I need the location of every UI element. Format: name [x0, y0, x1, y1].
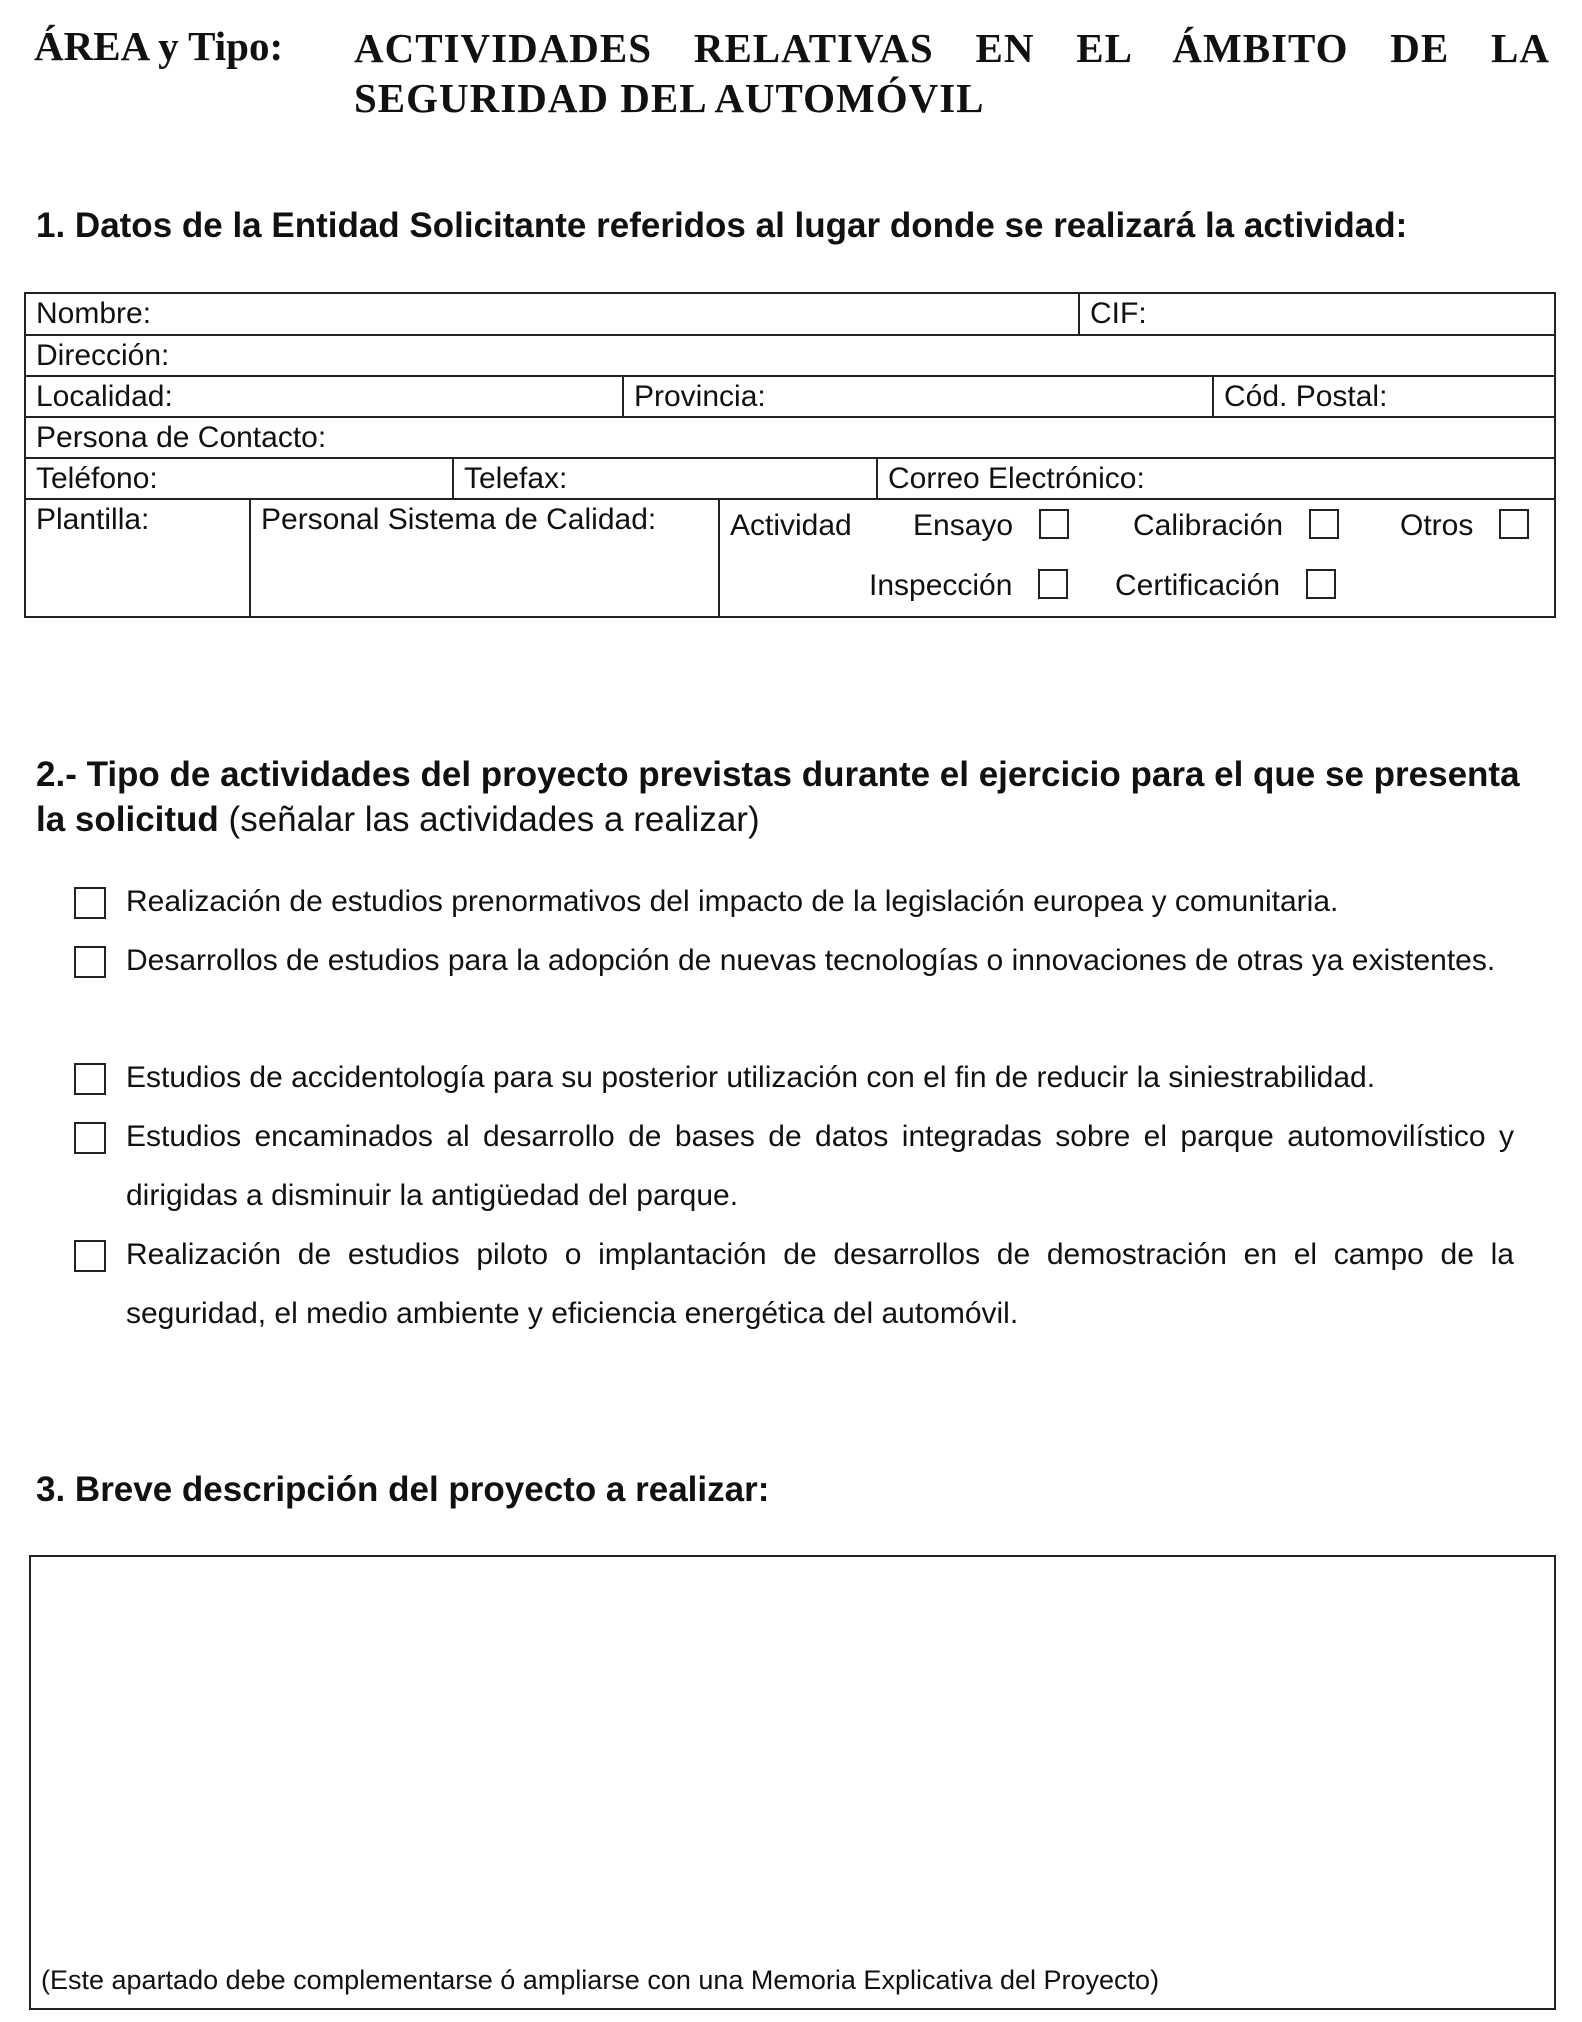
otros-label: Otros — [1400, 509, 1474, 542]
ensayo-option[interactable] — [913, 506, 1069, 546]
activity-text-5: Realización de estudios piloto o implantación de desarrollos de demostración en el campo de la seguridad, el medio ambiente y eficiencia energética del automóvil. — [126, 1238, 1514, 1330]
cif-label: CIF: — [1090, 297, 1147, 330]
correo-field[interactable] — [876, 459, 1554, 498]
calibracion-option[interactable] — [1133, 506, 1339, 546]
localidad-field[interactable] — [26, 377, 622, 416]
activity-checkbox-2[interactable] — [74, 946, 106, 978]
persona-contacto-label: Persona de Contacto: — [36, 421, 327, 454]
activity-text-2: Desarrollos de estudios para la adopción de nuevas tecnologías o innovaciones de otras ya existentes. — [126, 944, 1496, 977]
section1-heading: 1. Datos de la Entidad Solicitante referidos al lugar donde se realizará la actividad: — [36, 206, 1408, 245]
provincia-field[interactable] — [622, 377, 1212, 416]
personal-calidad-field[interactable] — [249, 500, 718, 616]
activity-item — [74, 872, 1514, 931]
table-row — [26, 377, 1554, 418]
certificacion-label: Certificación — [1115, 569, 1281, 602]
section2-heading-bold: 2.- Tipo de actividades del proyecto previstas durante el ejercicio para el que se presenta la solicitud — [36, 755, 1520, 839]
description-note: (Este apartado debe complementarse ó ampliarse con una Memoria Explicativa del Proyecto) — [41, 1965, 1160, 1995]
activity-checkbox-3[interactable] — [74, 1063, 106, 1095]
activity-text-3: Estudios de accidentología para su posterior utilización con el fin de reducir la siniestrabilidad. — [126, 1061, 1376, 1094]
section3-heading: 3. Breve descripción del proyecto a realizar: — [36, 1470, 770, 1509]
otros-option[interactable] — [1400, 506, 1529, 546]
calibracion-label: Calibración — [1133, 509, 1284, 542]
activity-checkbox-4[interactable] — [74, 1122, 106, 1154]
actividad-cell — [718, 500, 1554, 616]
nombre-field[interactable] — [26, 294, 1078, 334]
activity-item — [74, 1107, 1514, 1225]
plantilla-field[interactable] — [26, 500, 249, 616]
provincia-label: Provincia: — [634, 380, 766, 413]
persona-contacto-field[interactable] — [26, 418, 1554, 457]
cod-postal-label: Cód. Postal: — [1224, 380, 1388, 413]
personal-calidad-label: Personal Sistema de Calidad: — [261, 503, 657, 536]
actividad-label: Actividad — [730, 509, 852, 542]
table-row — [26, 418, 1554, 459]
telefono-field[interactable] — [26, 459, 452, 498]
telefax-field[interactable] — [452, 459, 876, 498]
plantilla-label: Plantilla: — [36, 503, 150, 536]
cod-postal-field[interactable] — [1212, 377, 1554, 416]
localidad-label: Localidad: — [36, 380, 173, 413]
calibracion-checkbox[interactable] — [1309, 509, 1339, 539]
telefono-label: Teléfono: — [36, 462, 158, 495]
certificacion-option[interactable] — [1115, 566, 1336, 606]
entity-data-table — [24, 292, 1556, 618]
table-row — [26, 336, 1554, 377]
inspeccion-label: Inspección — [869, 569, 1013, 602]
cif-field[interactable] — [1078, 294, 1554, 334]
ensayo-checkbox[interactable] — [1039, 509, 1069, 539]
correo-label: Correo Electrónico: — [888, 462, 1145, 495]
activity-item — [74, 1048, 1514, 1107]
certificacion-checkbox[interactable] — [1306, 569, 1336, 599]
activity-checkbox-1[interactable] — [74, 887, 106, 919]
activity-item — [74, 1225, 1514, 1343]
direccion-label: Dirección: — [36, 339, 170, 372]
direccion-field[interactable] — [26, 336, 1554, 375]
activity-text-4: Estudios encaminados al desarrollo de bases de datos integradas sobre el parque automovilístico y dirigidas a disminuir la antigüedad del parque. — [126, 1120, 1514, 1212]
table-row — [26, 500, 1554, 616]
ensayo-label: Ensayo — [913, 509, 1014, 542]
area-type-label: ÁREA y Tipo: — [34, 23, 284, 69]
table-row — [26, 459, 1554, 500]
area-title-line1: ACTIVIDADES RELATIVAS EN EL ÁMBITO DE LA — [354, 25, 1550, 71]
otros-checkbox[interactable] — [1499, 509, 1529, 539]
nombre-label: Nombre: — [36, 297, 152, 330]
table-row — [26, 294, 1554, 336]
inspeccion-checkbox[interactable] — [1038, 569, 1068, 599]
project-description-box[interactable] — [29, 1555, 1556, 2010]
area-title-line2: SEGURIDAD DEL AUTOMÓVIL — [354, 75, 985, 121]
inspeccion-option[interactable] — [869, 566, 1068, 606]
activity-text-1: Realización de estudios prenormativos del impacto de la legislación europea y comunitaria. — [126, 885, 1339, 918]
section2-heading — [36, 752, 1536, 842]
telefax-label: Telefax: — [464, 462, 568, 495]
activity-item — [74, 931, 1514, 990]
section2-heading-note: (señalar las actividades a realizar) — [228, 800, 760, 839]
activity-checkbox-5[interactable] — [74, 1240, 106, 1272]
